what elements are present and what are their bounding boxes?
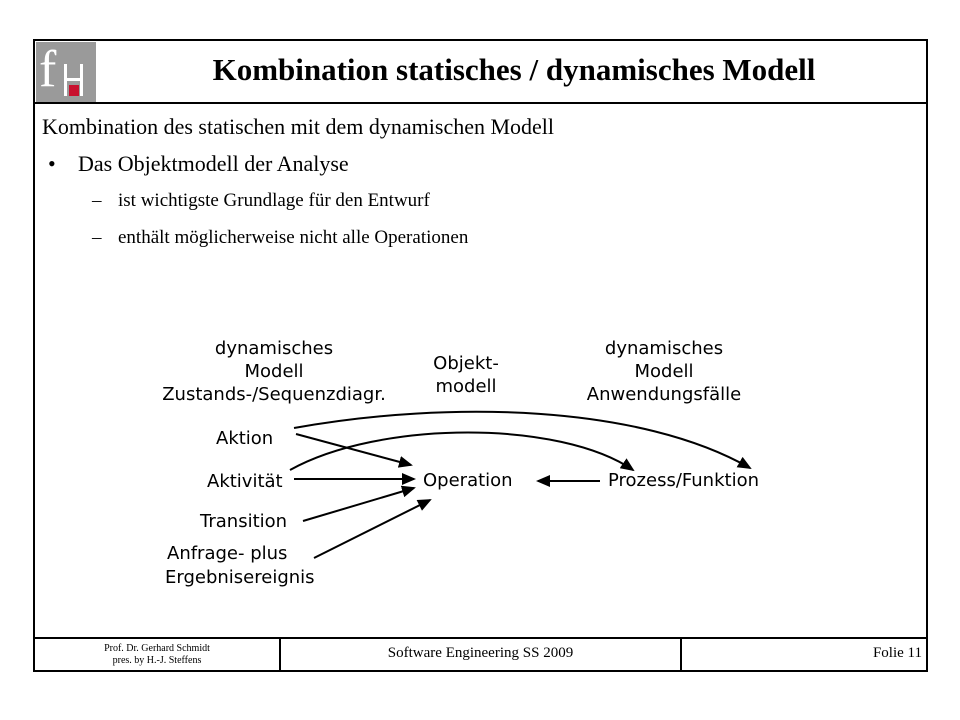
node-transition: Transition bbox=[200, 511, 288, 532]
node-anfrage-line: Anfrage- plus bbox=[167, 543, 288, 564]
label-dynamic-left-line: dynamisches bbox=[214, 338, 334, 359]
label-dynamic-left-line: Modell bbox=[244, 361, 304, 382]
arrow-aktion-prozess bbox=[294, 412, 750, 468]
label-dynamic-left-line: Zustands-/Sequenzdiagr. bbox=[162, 384, 386, 405]
label-object-model-line: Objekt- bbox=[433, 353, 499, 374]
bullet-marker: • bbox=[48, 151, 56, 176]
label-object-model-line: modell bbox=[435, 376, 497, 397]
sub-item: ist wichtigste Grundlage für den Entwurf bbox=[118, 190, 430, 211]
label-dynamic-right-line: Modell bbox=[634, 361, 694, 382]
footer-author-line: Prof. Dr. Gerhard Schmidt bbox=[104, 643, 210, 654]
footer-author bbox=[35, 643, 279, 667]
slide-title: Kombination statisches / dynamisches Modell bbox=[212, 52, 816, 87]
node-aktion: Aktion bbox=[216, 428, 274, 449]
label-dynamic-right-line: dynamisches bbox=[604, 338, 724, 359]
footer-slide-number: Folie 11 bbox=[872, 645, 922, 661]
dash-marker: – bbox=[92, 190, 102, 211]
arrow-aktivitaet-prozess bbox=[290, 433, 633, 471]
node-anfrage-line: Ergebnisereignis bbox=[165, 567, 315, 588]
bullet-text: Das Objektmodell der Analyse bbox=[78, 151, 349, 176]
node-aktivitaet: Aktivität bbox=[207, 471, 283, 492]
arrow-anfrage-operation bbox=[314, 500, 430, 558]
dash-marker: – bbox=[92, 227, 102, 248]
footer-course: Software Engineering SS 2009 bbox=[387, 645, 574, 661]
footer-author-line: pres. by H.-J. Steffens bbox=[112, 655, 202, 666]
node-prozess-funktion: Prozess/Funktion bbox=[608, 470, 759, 491]
svg-text:f: f bbox=[39, 42, 57, 98]
label-dynamic-right-line: Anwendungsfälle bbox=[586, 384, 742, 405]
sub-item: enthält möglicherweise nicht alle Operationen bbox=[118, 227, 469, 248]
content-heading: Kombination des statischen mit dem dynamischen Modell bbox=[42, 114, 555, 139]
node-operation: Operation bbox=[423, 470, 513, 491]
